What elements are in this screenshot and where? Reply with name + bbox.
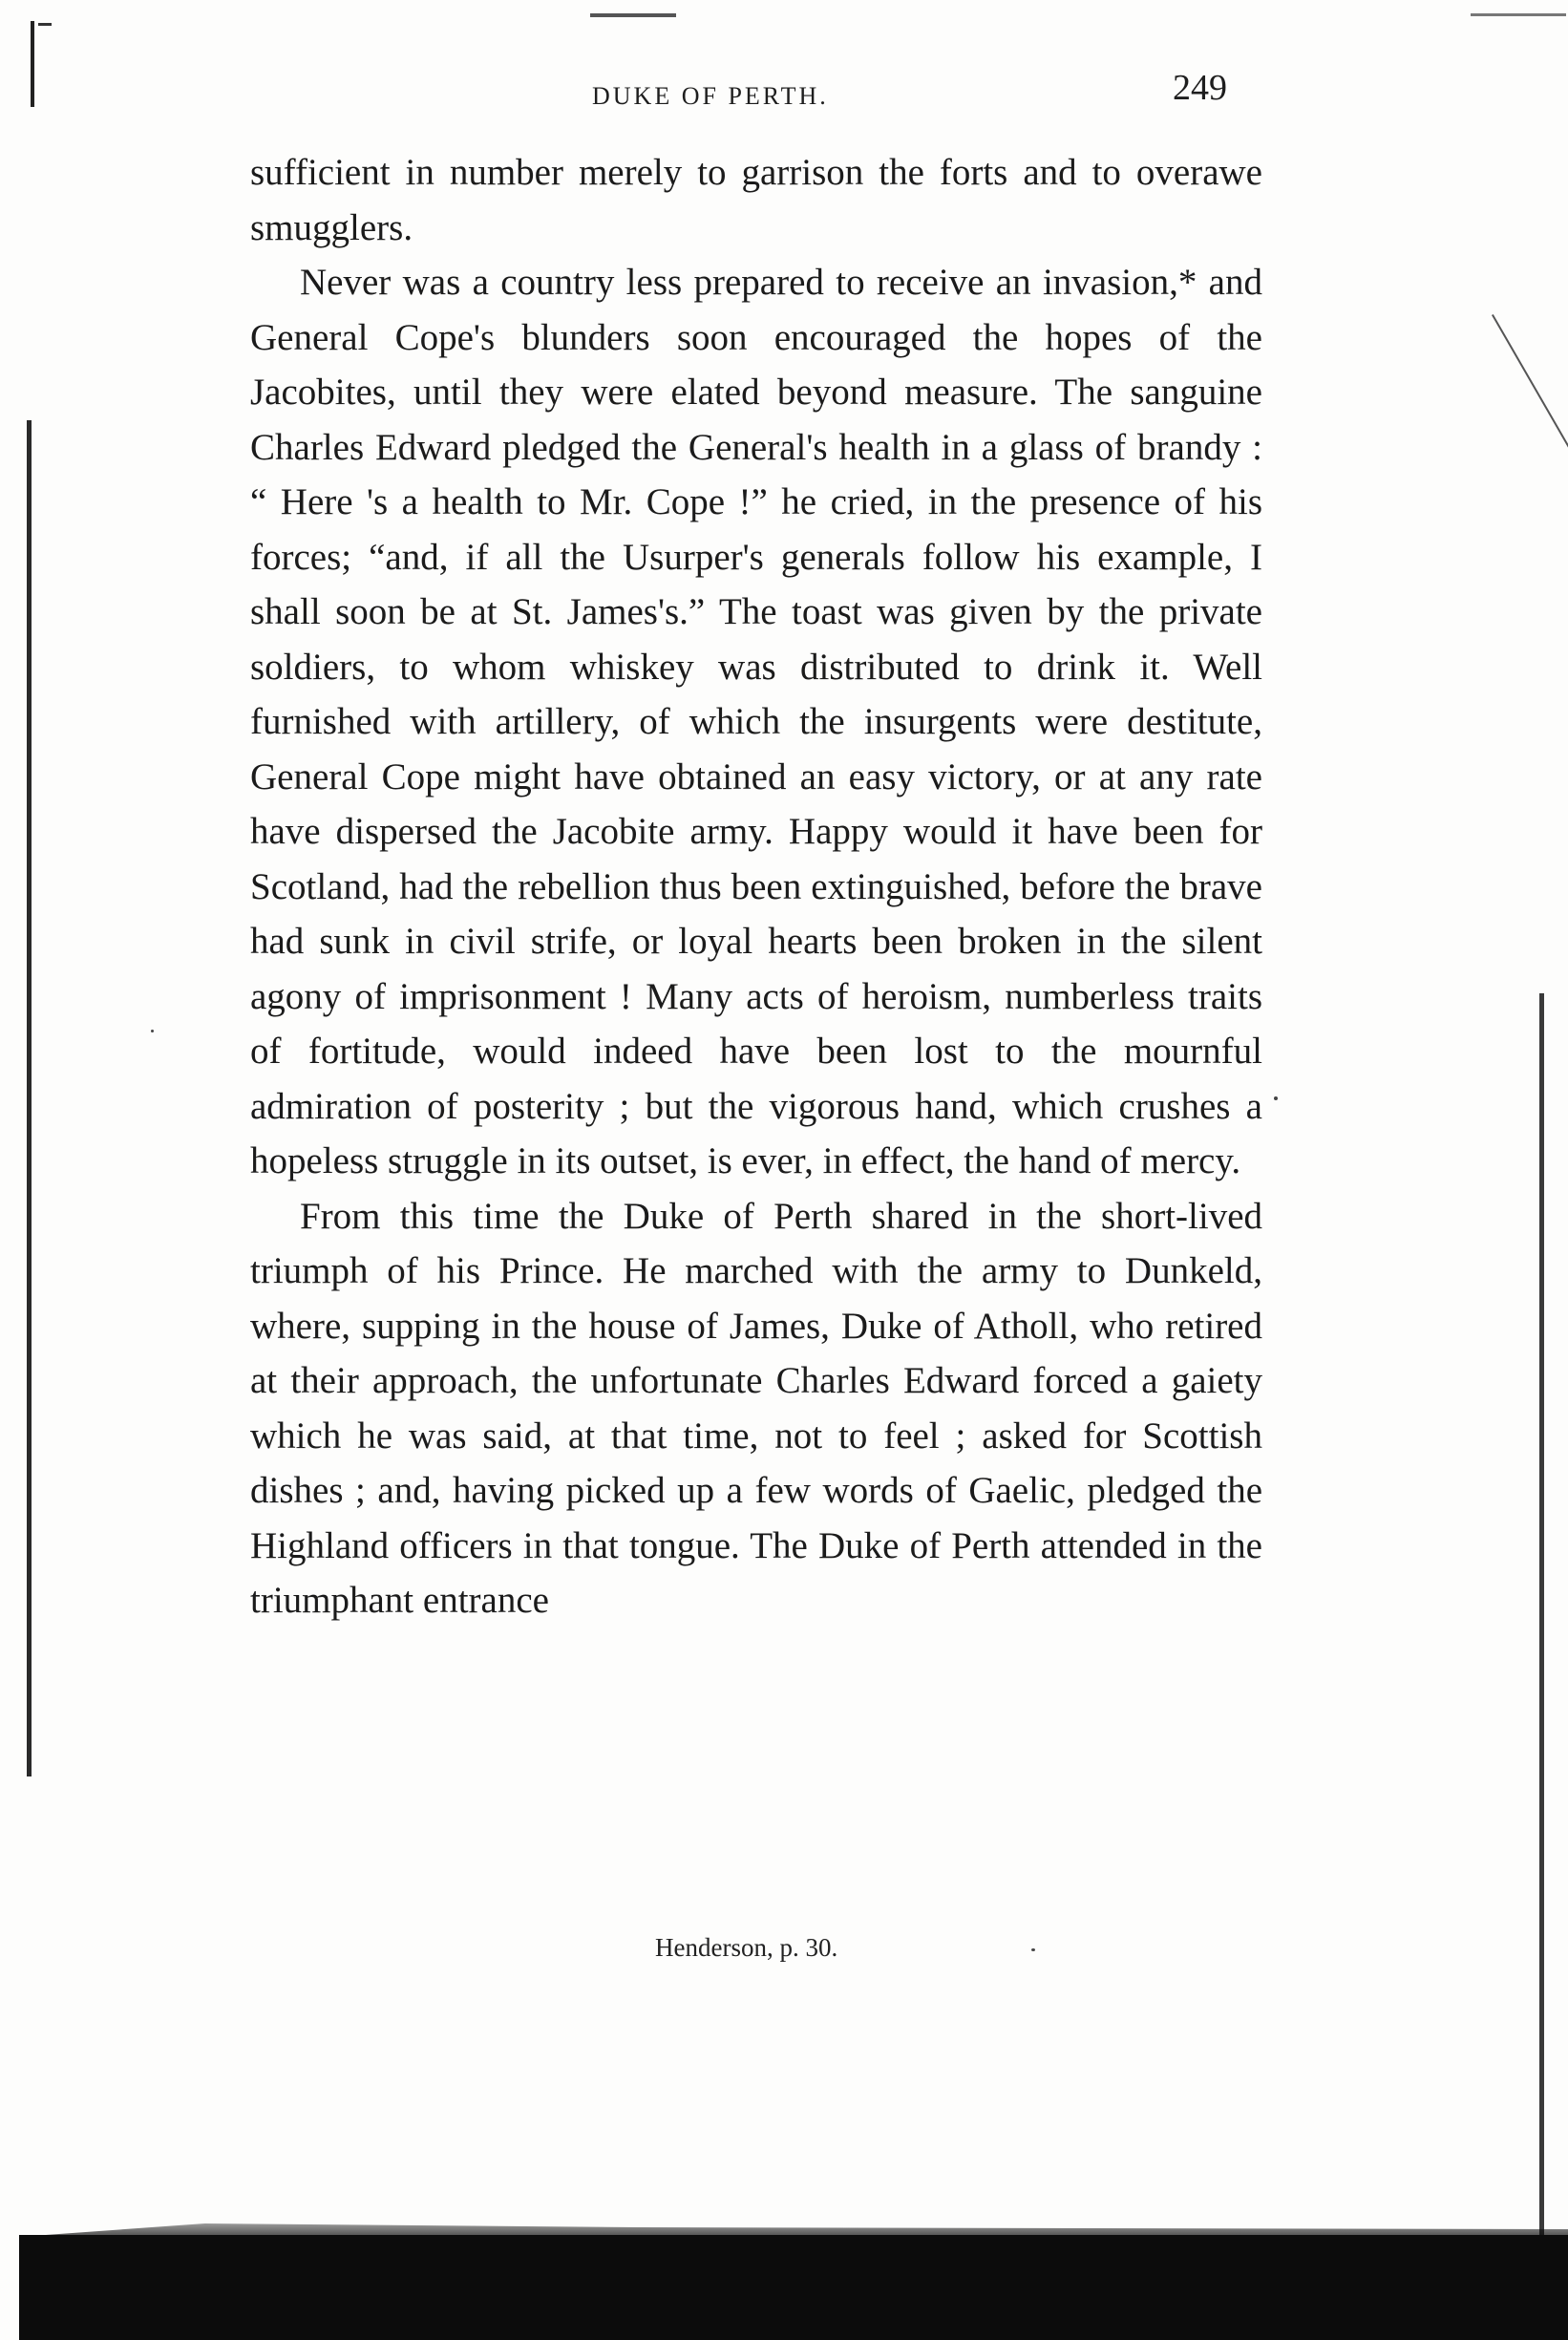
crop-mark: [1471, 13, 1566, 16]
binding-edge-left: [27, 420, 32, 1776]
crop-mark: [38, 23, 52, 26]
scan-artifact: [1492, 314, 1568, 448]
paragraph: From this time the Duke of Perth shared in the short-lived triumph of his Prince. He marched with the army to Dunkeld, where, supping in the house of James, Duke of Atholl, who retired at their approach, the unfortunate Charles Edward forced a gaiety which he was said, at that time, not to feel ; asked for Scottish dishes ; and, having picked up a few words of Gaelic, pledged the Highland officers in that tongue. The Duke of Perth attended in the triumphant entrance: [250, 1195, 1262, 1621]
body-text: [250, 145, 1262, 1628]
crop-mark: [590, 13, 676, 17]
binding-edge-right: [1539, 993, 1544, 2264]
scan-shadow: [19, 2235, 1568, 2340]
paragraph: Never was a country less prepared to receive an invasion,* and General Cope's blunders soon encouraged the hopes of the Jacobites, until they were elated beyond measure. The sanguine Charles Edward pledged the General's health in a glass of brandy : “ Here 's a health to Mr. Cope !” he cried, in the presence of his forces; “and, if all the Usurper's generals follow his example, I shall soon be at St. James's.” The toast was given by the private soldiers, to whom whiskey was distributed to drink it. Well furnished with artillery, of which the insurgents were destitute, General Cope might have obtained an easy victory, or at any rate have dispersed the Jacobite army. Happy would it have been for Scotland, had the rebellion thus been extinguished, before the brave had sunk in civil strife, or loyal hearts been broken in the silent agony of imprisonment ! Many acts of heroism, numberless traits of fortitude, would indeed have been lost to the mournful admiration of posterity ; but the vigorous hand, which crushes a hopeless struggle in its outset, is ever, in effect, the hand of mercy.: [250, 262, 1262, 1181]
scan-speck: [1031, 1948, 1035, 1951]
scan-speck: [1274, 1096, 1278, 1100]
crop-mark: [31, 21, 34, 107]
page-number: 249: [1173, 68, 1227, 108]
footnote: Henderson, p. 30.: [655, 1933, 838, 1962]
scan-speck: [151, 1030, 154, 1032]
paragraph: sufficient in number merely to garrison the forts and to overawe smugglers.: [250, 152, 1262, 248]
running-title: DUKE OF PERTH.: [592, 82, 829, 110]
